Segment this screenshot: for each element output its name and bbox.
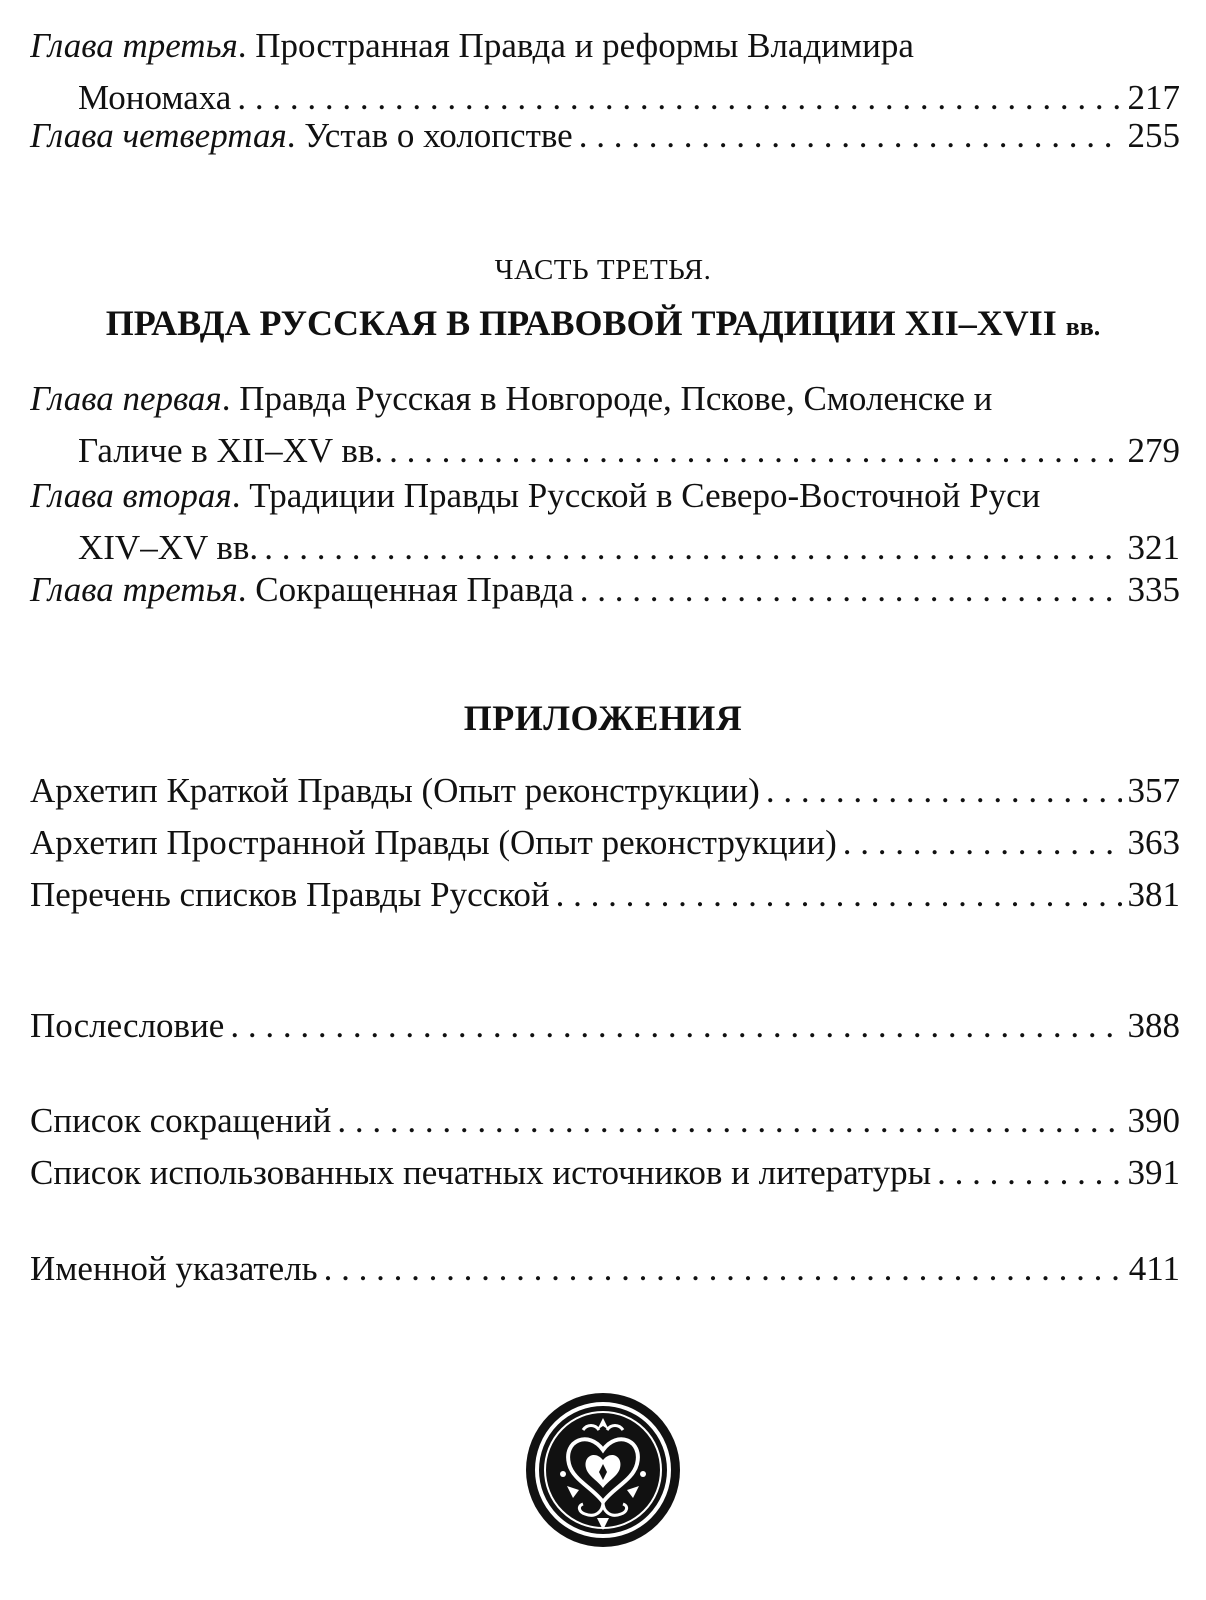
chapter-prefix: Глава первая [30, 379, 222, 418]
dot-leader [579, 110, 1122, 162]
toc-entry[interactable]: Глава вторая. Традиции Правды Русской в Северо-Восточной Руси XIV–XV вв. . . . 321 [30, 470, 1180, 574]
chapter-prefix: Глава вторая [30, 476, 232, 515]
dot-leader [843, 817, 1122, 869]
page-number: 255 [1127, 116, 1180, 155]
page-number: 279 [1127, 431, 1180, 470]
dot-leader [230, 1000, 1121, 1052]
toc-entry[interactable]: Глава четвертая. Устав о холопстве . . . 255 [30, 110, 1180, 162]
toc-entry[interactable]: Глава первая. Правда Русская в Новгороде, Пскове, Смоленске и Галиче в XII–XV вв. . . . 279 [30, 373, 1180, 477]
toc-entry[interactable] [30, 817, 1180, 869]
entry-title: Архетип Пространной Правды (Опыт реконструкции) [30, 823, 837, 862]
page-number: 388 [1127, 1006, 1180, 1045]
page-number: 363 [1127, 823, 1180, 862]
appendices-heading: ПРИЛОЖЕНИЯ [463, 698, 743, 738]
chapter-title-continued: XIV–XV вв. [78, 528, 259, 567]
chapter-title: Традиции Правды Русской в Северо-Восточной Руси [249, 476, 1041, 515]
entry-title: Архетип Краткой Правды (Опыт реконструкции) [30, 771, 760, 810]
chapter-title-continued: Мономаха [78, 78, 232, 117]
chapter-title: Устав о холопстве [304, 116, 573, 155]
page-number: 391 [1127, 1153, 1180, 1192]
toc-entry[interactable] [30, 1147, 1180, 1199]
toc-entry[interactable] [30, 1243, 1180, 1295]
chapter-prefix: Глава четвертая [30, 116, 287, 155]
dot-leader [580, 564, 1122, 616]
toc-entry[interactable] [30, 1000, 1180, 1052]
page-number: 411 [1128, 1249, 1180, 1288]
part-title-suffix: вв. [1065, 312, 1101, 341]
dot-leader [937, 1147, 1121, 1199]
dot-leader [766, 765, 1122, 817]
toc-entry[interactable]: Глава третья. Сокращенная Правда . . . 335 [30, 564, 1180, 616]
part-label: ЧАСТЬ ТРЕТЬЯ. [494, 254, 712, 286]
toc-entry[interactable]: Глава третья. Пространная Правда и реформы Владимира Мономаха . . . 217 [30, 20, 1180, 124]
chapter-title: Сокращенная Правда [255, 570, 574, 609]
chapter-prefix: Глава третья [30, 26, 238, 65]
dot-leader [337, 1095, 1121, 1147]
dot-leader [324, 1243, 1123, 1295]
part-title: ПРАВДА РУССКАЯ В ПРАВОВОЙ ТРАДИЦИИ XII–XVII вв. [105, 303, 1101, 343]
page-number: 381 [1127, 875, 1180, 914]
entry-title: Послесловие [30, 1006, 225, 1045]
chapter-prefix: Глава третья [30, 570, 238, 609]
dot-leader [556, 869, 1122, 921]
entry-title: Список использованных печатных источников и литературы [30, 1153, 932, 1192]
toc-entry[interactable] [30, 1095, 1180, 1147]
page-number: 357 [1127, 771, 1180, 810]
decorative-ornament-icon [523, 1390, 683, 1550]
toc-entry[interactable] [30, 869, 1180, 921]
page-number: 321 [1127, 528, 1180, 567]
entry-title: Перечень списков Правды Русской [30, 875, 550, 914]
entry-title: Именной указатель [30, 1249, 318, 1288]
page-number: 217 [1127, 78, 1180, 117]
chapter-title-continued: Галиче в XII–XV вв. [78, 431, 384, 470]
chapter-title: Пространная Правда и реформы Владимира [255, 26, 914, 65]
toc-entry[interactable] [30, 765, 1180, 817]
chapter-title: Правда Русская в Новгороде, Пскове, Смоленске и [239, 379, 993, 418]
entry-title: Список сокращений [30, 1101, 332, 1140]
page-number: 390 [1127, 1101, 1180, 1140]
page-number: 335 [1127, 570, 1180, 609]
